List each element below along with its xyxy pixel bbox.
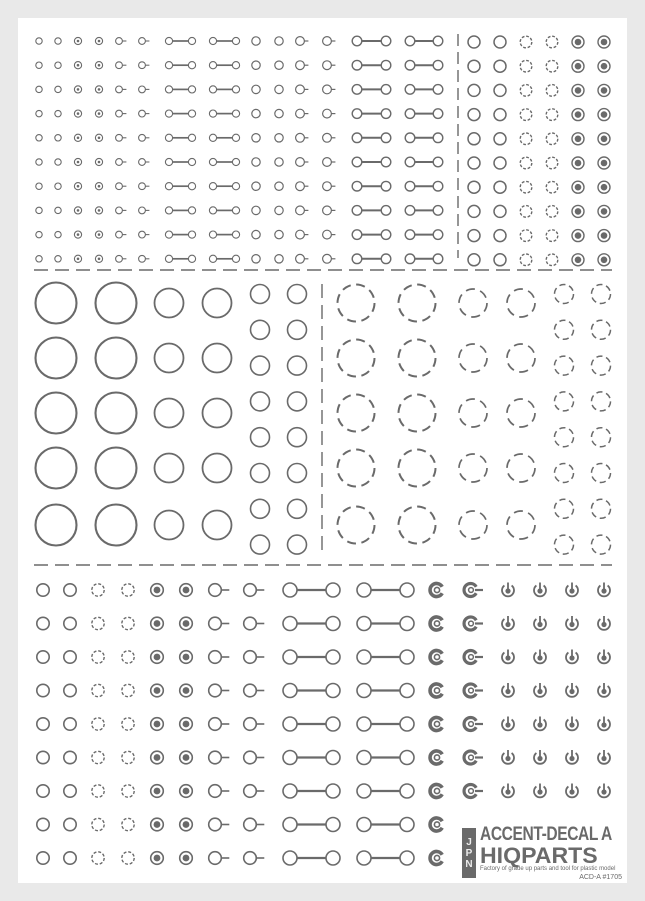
target-center-mark <box>98 209 101 212</box>
target-center-mark <box>601 111 608 118</box>
target-center-mark <box>575 184 582 191</box>
target-center-mark <box>183 788 190 795</box>
power-center-mark <box>537 655 542 660</box>
target-center-mark <box>601 39 608 46</box>
jpn-badge <box>462 828 476 878</box>
target-center-mark <box>98 88 101 91</box>
target-center-mark <box>154 788 161 795</box>
power-center-mark <box>601 722 606 727</box>
target-center-mark <box>575 160 582 167</box>
target-center-mark <box>575 257 582 264</box>
target-center-mark <box>575 87 582 94</box>
power-center-mark <box>569 588 574 593</box>
target-center-mark <box>77 64 80 67</box>
target-center-mark <box>77 88 80 91</box>
power-center-mark <box>569 622 574 627</box>
product-code: ACD-A #1705 <box>579 874 622 881</box>
power-center-mark <box>537 789 542 794</box>
target-center-mark <box>154 587 161 594</box>
product-title: ACCENT-DECAL A <box>480 824 612 845</box>
target-center-mark <box>601 184 608 191</box>
target-center-mark <box>77 209 80 212</box>
jpn-letter: P <box>465 847 473 859</box>
power-center-mark <box>505 622 510 627</box>
target-center-mark <box>154 721 161 728</box>
target-center-mark <box>183 754 190 761</box>
target-center-mark <box>601 160 608 167</box>
power-center-mark <box>505 588 510 593</box>
target-center-mark <box>183 587 190 594</box>
power-center-mark <box>537 588 542 593</box>
target-center-mark <box>575 111 582 118</box>
power-center-mark <box>601 588 606 593</box>
power-center-mark <box>569 789 574 794</box>
target-center-mark <box>601 208 608 215</box>
power-center-mark <box>569 689 574 694</box>
target-center-mark <box>575 208 582 215</box>
target-center-mark <box>77 161 80 164</box>
target-center-mark <box>154 687 161 694</box>
target-center-mark <box>77 40 80 43</box>
power-center-mark <box>505 756 510 761</box>
power-center-mark <box>601 622 606 627</box>
target-center-mark <box>98 112 101 115</box>
power-center-mark <box>601 689 606 694</box>
target-center-mark <box>77 185 80 188</box>
target-center-mark <box>98 233 101 236</box>
power-center-mark <box>569 722 574 727</box>
target-center-mark <box>77 137 80 140</box>
target-center-mark <box>77 258 80 261</box>
brand-logo: HIQPARTS <box>480 843 598 868</box>
target-center-mark <box>154 855 161 862</box>
target-center-mark <box>601 136 608 143</box>
target-center-mark <box>575 136 582 143</box>
power-center-mark <box>601 789 606 794</box>
power-center-mark <box>505 655 510 660</box>
power-center-mark <box>569 756 574 761</box>
target-center-mark <box>154 654 161 661</box>
target-center-mark <box>98 161 101 164</box>
power-center-mark <box>601 756 606 761</box>
power-center-mark <box>505 722 510 727</box>
target-center-mark <box>154 821 161 828</box>
power-center-mark <box>505 689 510 694</box>
target-center-mark <box>575 39 582 46</box>
target-center-mark <box>77 233 80 236</box>
target-center-mark <box>183 721 190 728</box>
power-center-mark <box>537 756 542 761</box>
target-center-mark <box>98 258 101 261</box>
power-center-mark <box>537 722 542 727</box>
target-center-mark <box>183 855 190 862</box>
target-center-mark <box>154 620 161 627</box>
target-center-mark <box>98 137 101 140</box>
brand-tagline: Factory of grade up parts and tool for plastic model <box>480 866 616 872</box>
target-center-mark <box>154 754 161 761</box>
jpn-letter: N <box>465 858 473 870</box>
target-center-mark <box>183 654 190 661</box>
target-center-mark <box>575 232 582 239</box>
target-center-mark <box>183 821 190 828</box>
target-center-mark <box>601 232 608 239</box>
target-center-mark <box>98 185 101 188</box>
target-center-mark <box>183 620 190 627</box>
target-center-mark <box>98 40 101 43</box>
power-center-mark <box>601 655 606 660</box>
brand-block <box>462 824 622 884</box>
target-center-mark <box>77 112 80 115</box>
target-center-mark <box>601 87 608 94</box>
power-center-mark <box>505 789 510 794</box>
power-center-mark <box>537 622 542 627</box>
target-center-mark <box>575 63 582 70</box>
target-center-mark <box>601 257 608 264</box>
target-center-mark <box>601 63 608 70</box>
power-center-mark <box>537 689 542 694</box>
jpn-letter: J <box>466 836 472 848</box>
target-center-mark <box>98 64 101 67</box>
target-center-mark <box>183 687 190 694</box>
power-center-mark <box>569 655 574 660</box>
